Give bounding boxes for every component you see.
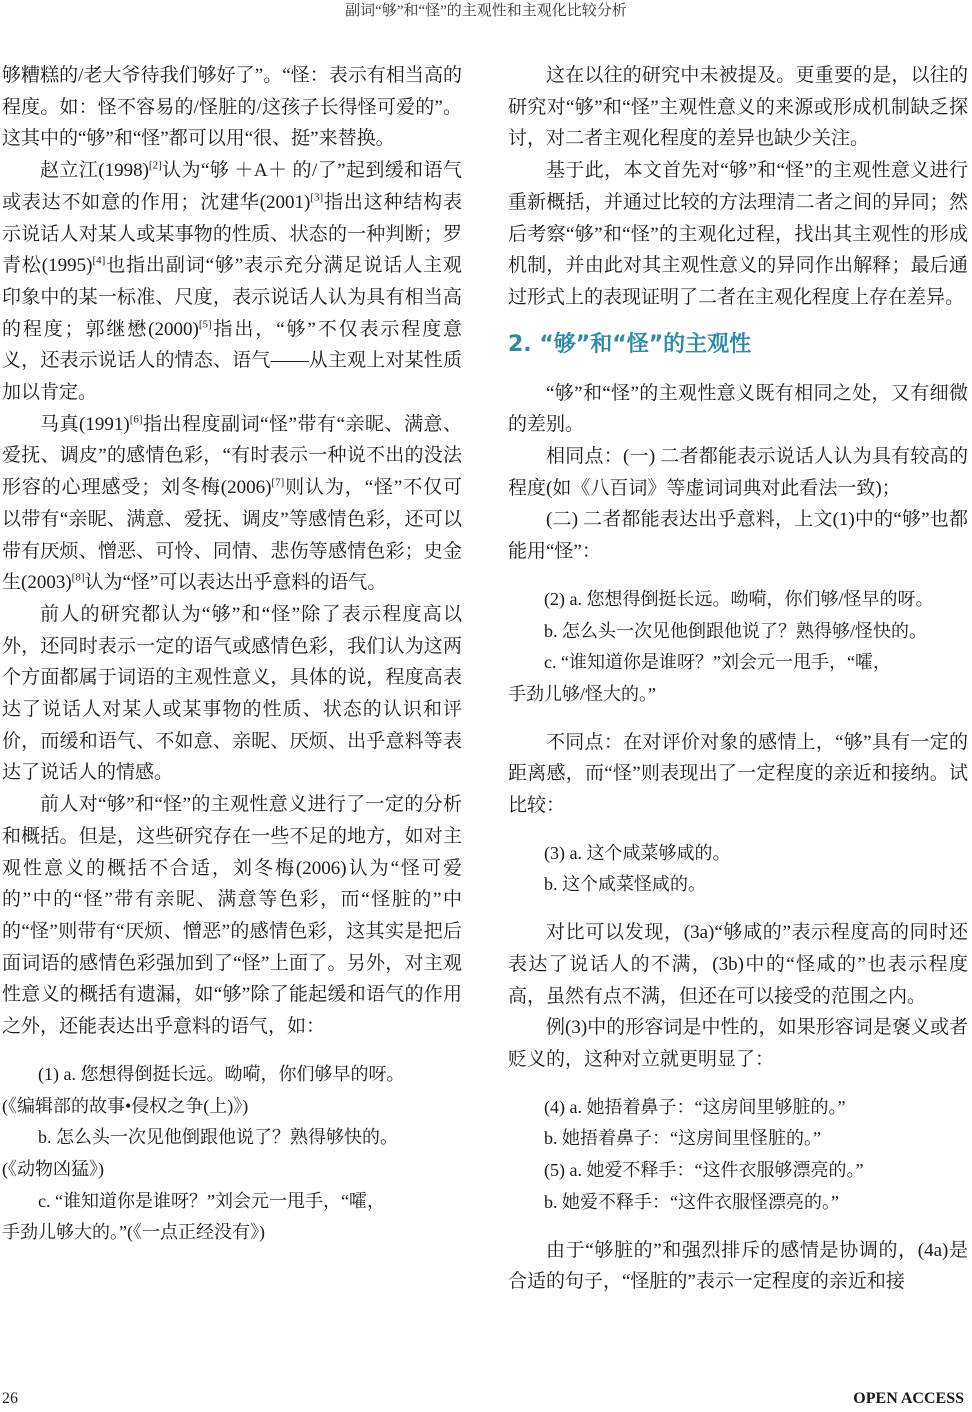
example-block (508, 838, 968, 901)
paragraph (508, 1235, 968, 1298)
citation-ref: [5] (198, 318, 212, 331)
open-access-label: OPEN ACCESS (853, 1390, 964, 1407)
paragraph-text: 指出，“够”不仅表示程度意义，还表示说话人的情态、语气——从主观上对某性质加以肯定。 (2, 318, 463, 404)
paragraph-text: 相同点：(一) 二者都能表示说话人认为具有较高的程度(如《八百词》等虚词词典对此看法一致)； (508, 446, 968, 499)
example-line: c. “谁知道你是谁呀？”刘会元一甩手，“嚯， (38, 1190, 385, 1211)
example-line: (2) a. 您想得倒挺长远。呦嗬，你们够/怪早的呀。 (544, 588, 934, 609)
paragraph-text: 也指出副词“够”表示充分满足说话人主观印象中的某一标准、尺度，表示说话人认为具有相当高的程度；郭继懋(2000) (2, 255, 462, 340)
paragraph (508, 60, 968, 155)
paragraph (508, 727, 968, 822)
example-block (508, 1092, 968, 1219)
paragraph-text: 基于此，本文首先对“够”和“怪”的主观性意义进行重新概括，并通过比较的方法理清二者之间的异同；然后考察“够”和“怪”的主观化过程，找出其主观性的形成机制，并由此对其主观性意义的异同作出解释；最后通过形式上的表现证明了二者在主观化程度上存在差异。 (508, 160, 968, 308)
paragraph-text: 指出这种结构表示说话人对某人或某事物的性质、状态的一种判断；罗青松(1995) (2, 191, 462, 277)
example-block (508, 584, 968, 711)
paragraph (508, 1012, 968, 1075)
paragraph-text: 够糟糕的/老大爷待我们够好了”。“怪：表示有相当高的程度。如：怪不容易的/怪脏的/这孩子长得怪可爱的”。这其中的“够”和“怪”都可以用“很、挺”来替换。 (2, 65, 462, 150)
example-line: b. 她爱不释手：“这件衣服怪漂亮的。” (544, 1191, 839, 1212)
paragraph (508, 504, 968, 567)
citation-ref: [6] (129, 413, 143, 426)
citation-ref: [8] (71, 571, 85, 584)
example-line: (5) a. 她爱不释手：“这件衣服够漂亮的。” (544, 1160, 864, 1181)
paragraph-text: 这在以往的研究中未被提及。更重要的是，以往的研究对“够”和“怪”主观性意义的来源或形成机制缺乏探讨，对二者主观化程度的差异也缺少关注。 (508, 65, 968, 150)
paragraph-text: 认为“怪”可以表达出乎意料的语气。 (84, 572, 387, 594)
example-block (2, 1059, 462, 1249)
example-line: 手劲儿够大的。”(《一点正经没有》) (2, 1222, 265, 1243)
paragraph (2, 60, 462, 155)
paragraph-text: 例(3)中的形容词是中性的，如果形容词是褒义或者贬义的，这种对立就更明显了： (508, 1017, 968, 1070)
example-line: 手劲儿够/怪大的。” (508, 683, 656, 704)
citation-ref: [7] (271, 476, 285, 489)
right-column (508, 60, 968, 1298)
page-number: 26 (2, 1390, 18, 1407)
paragraph (2, 409, 462, 599)
paragraph-text: 前人对“够”和“怪”的主观性意义进行了一定的分析和概括。但是，这些研究存在一些不足的地方，如对主观性意义的概括不合适，刘冬梅(2006)认为“怪可爱的”中的“怪”带有亲昵、满意等色彩，而“怪脏的”中的“怪”则带有“厌烦、憎恶”的感情色彩，这其实是把后面词语的感情色彩强加到了“怪”上面了。另外，对主观性意义的概括有遗漏，如“够”除了能起缓和语气的作用之外，还能表达出乎意料的语气，如： (2, 794, 462, 1038)
paragraph-text: (二) 二者都能表达出乎意料，上文(1)中的“够”也都能用“怪”： (508, 509, 968, 563)
paragraph-text: 赵立江(1998) (40, 160, 149, 182)
paragraph-text: 不同点：在对评价对象的感情上，“够”具有一定的距离感，而“怪”则表现出了一定程度的亲近和接纳。试比较： (508, 731, 968, 817)
paragraph-text: 指出程度副词“怪”带有“亲昵、满意、爱抚、调皮”的感情色彩，“有时表示一种说不出的没法形容的心理感受；刘冬梅(2006) (2, 413, 462, 499)
section-heading: 2. “够”和“怪”的主观性 (508, 331, 752, 357)
citation-ref: [4] (92, 254, 106, 267)
example-line: (3) a. 这个咸菜够咸的。 (544, 842, 731, 863)
example-line: (《编辑部的故事•侵权之争(上)》) (2, 1095, 249, 1116)
paragraph-text: 马真(1991) (40, 413, 130, 435)
example-line: (4) a. 她捂着鼻子：“这房间里够脏的。” (544, 1096, 846, 1117)
example-line: (1) a. 您想得倒挺长远。呦嗬，你们够早的呀。 (38, 1063, 405, 1084)
paragraph-text: 前人的研究都认为“够”和“怪”除了表示程度高以外，还同时表示一定的语气或感情色彩，我们认为这两个方面都属于词语的主观性意义，具体的说，程度高表达了说话人对某人或某事物的性质、状态的认识和评价，而缓和语气、不如意、亲昵、厌烦、出乎意料等表达了说话人的情感。 (2, 603, 462, 784)
example-line: b. 她捂着鼻子：“这房间里怪脏的。” (544, 1128, 821, 1149)
example-line: b. 这个咸菜怪咸的。 (544, 874, 706, 895)
paragraph-text: 则认为，“怪”不仅可以带有“亲昵、满意、爱抚、调皮”等感情色彩，还可以带有厌烦、憎恶、可怜、同情、悲伤等感情色彩；史金生(2003) (2, 477, 462, 594)
running-header: 副词“够”和“怪”的主观性和主观化比较分析 (345, 3, 627, 19)
citation-ref: [2] (148, 159, 162, 172)
paragraph (2, 155, 462, 409)
example-line: (《动物凶猛》) (2, 1158, 104, 1179)
example-line: b. 怎么头一次见他倒跟他说了？熟得够快的。 (38, 1127, 398, 1148)
citation-ref: [3] (310, 191, 324, 204)
paragraph (508, 441, 968, 504)
paragraph (2, 599, 462, 789)
example-line: b. 怎么头一次见他倒跟他说了？熟得够/怪快的。 (544, 620, 927, 641)
example-line: c. “谁知道你是谁呀？”刘会元一甩手，“嚯， (544, 652, 891, 673)
paragraph (508, 378, 968, 441)
paragraph-text: 对比可以发现，(3a)“够咸的”表示程度高的同时还表达了说话人的不满，(3b)中的“怪咸的”也表示程度高，虽然有点不满，但还在可以接受的范围之内。 (508, 922, 968, 1007)
paragraph (2, 789, 462, 1043)
paragraph-text: 由于“够脏的”和强烈排斥的感情是协调的，(4a)是合适的句子，“怪脏的”表示一定程度的亲近和接 (508, 1239, 968, 1293)
paragraph (508, 155, 968, 314)
paragraph-text: 认为“够 ＋A＋ 的/了”起到缓和语气或表达不如意的作用；沈建华(2001) (2, 160, 462, 213)
paragraph (508, 917, 968, 1012)
left-column (2, 60, 462, 1265)
paragraph-text: “够”和“怪”的主观性意义既有相同之处，又有细微的差别。 (508, 382, 968, 436)
